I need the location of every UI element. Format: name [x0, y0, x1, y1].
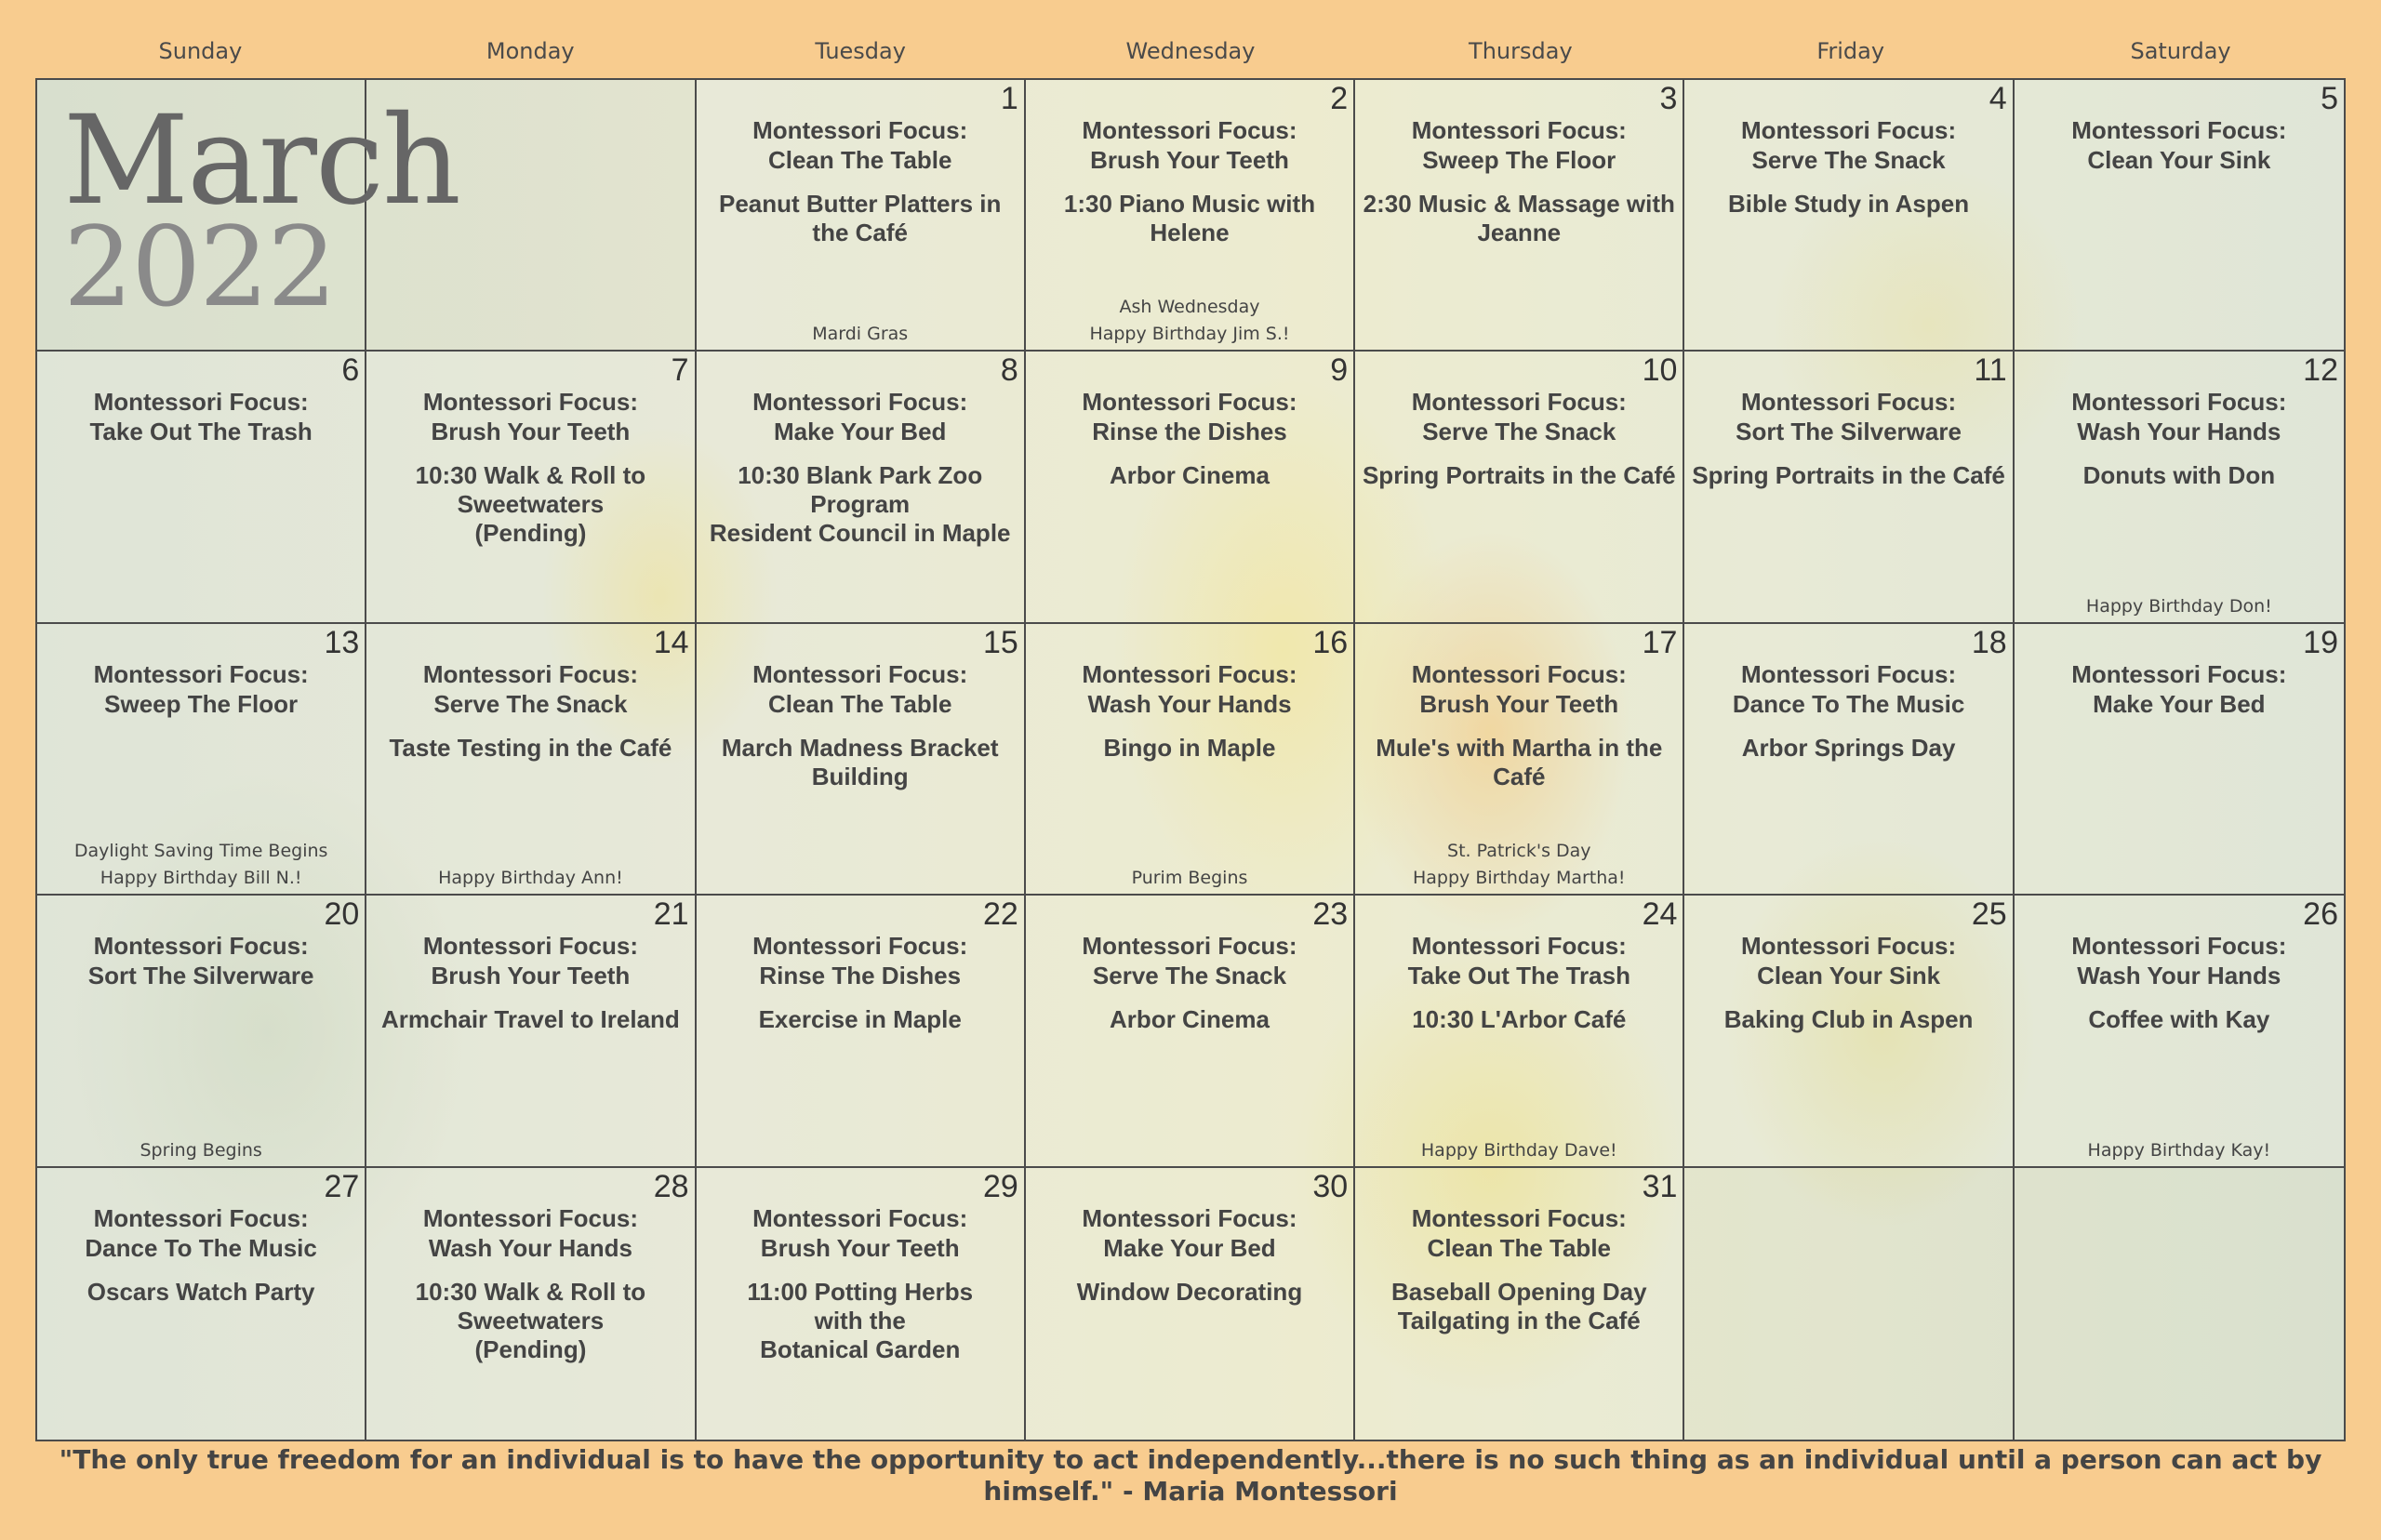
day-number: 9 [1330, 352, 1349, 389]
calendar-day-cell [2015, 896, 2344, 1167]
calendar-empty-cell [1684, 1168, 2014, 1440]
montessori-focus [1355, 1203, 1683, 1263]
activity-text: Coffee with Kay [2088, 1005, 2270, 1034]
montessori-focus [697, 387, 1024, 446]
day-notes [366, 865, 694, 892]
calendar-day-cell [1355, 1168, 1684, 1440]
focus-label: Montessori Focus: [1740, 659, 1957, 688]
focus-label: Montessori Focus: [1082, 932, 1297, 961]
focus-task: Make Your Bed [1103, 1233, 1276, 1262]
focus-task: Wash Your Hands [2077, 418, 2281, 446]
activity-text: Window Decorating [1076, 1277, 1303, 1306]
montessori-focus [1684, 659, 2012, 719]
activity-text: Peanut Butter Platters in the Café [719, 190, 1002, 246]
day-notes [2015, 1137, 2344, 1164]
calendar-day-cell [366, 624, 696, 896]
calendar-day-cell [697, 1168, 1026, 1440]
montessori-focus [37, 659, 365, 719]
calendar-day-cell [697, 352, 1026, 623]
day-number: 11 [1974, 352, 2007, 389]
focus-label: Montessori Focus: [1082, 1203, 1297, 1232]
day-note: Purim Begins [1131, 868, 1248, 889]
calendar-day-cell [366, 896, 696, 1167]
activity-text: Bible Study in Aspen [1728, 190, 1970, 218]
activity-text: Oscars Watch Party [86, 1277, 315, 1306]
focus-task: Clean The Table [1427, 1233, 1611, 1262]
activity-text: Baseball Opening Day Tailgating in the Café [1391, 1277, 1647, 1334]
day-number: 13 [324, 624, 360, 660]
calendar-day-cell [37, 1168, 366, 1440]
focus-label: Montessori Focus: [93, 388, 309, 417]
activity-text: Spring Portraits in the Café [1362, 461, 1676, 490]
montessori-focus [697, 659, 1024, 719]
day-number: 27 [324, 1168, 360, 1204]
day-number: 31 [1642, 1168, 1678, 1204]
weekday-sunday: Sunday [158, 38, 243, 64]
focus-label: Montessori Focus: [752, 388, 968, 417]
montessori-focus [1355, 115, 1683, 175]
focus-label: Montessori Focus: [2071, 116, 2287, 144]
day-note: Happy Birthday Kay! [2087, 1139, 2271, 1161]
focus-task: Brush Your Teeth [760, 1233, 960, 1262]
montessori-focus [2015, 115, 2344, 175]
month-title-block [37, 80, 698, 352]
day-notes [1355, 838, 1683, 892]
activity-text: 10:30 L'Arbor Café [1412, 1005, 1627, 1034]
day-notes [1355, 1137, 1683, 1164]
focus-task: Rinse The Dishes [759, 962, 962, 990]
montessori-focus [697, 931, 1024, 990]
calendar-day-cell [1026, 624, 1355, 896]
calendar-day-cell [2015, 624, 2344, 896]
day-number: 28 [653, 1168, 689, 1204]
day-notes [1026, 865, 1353, 892]
focus-task: Clean Your Sink [2087, 146, 2271, 174]
day-note: Happy Birthday Ann! [438, 868, 623, 889]
montessori-focus [1026, 931, 1353, 990]
focus-task: Take Out The Trash [89, 418, 313, 446]
focus-label: Montessori Focus: [93, 932, 309, 961]
focus-label: Montessori Focus: [422, 1203, 638, 1232]
focus-task: Serve The Snack [433, 689, 628, 718]
focus-task: Clean The Table [767, 146, 952, 174]
month-title: March [63, 89, 459, 232]
year-title: 2022 [63, 203, 336, 331]
calendar-day-cell [366, 1168, 696, 1440]
activity-text: Arbor Springs Day [1741, 733, 1956, 762]
activity-text: Arbor Cinema [1110, 1005, 1270, 1034]
focus-task: Sort The Silverware [1736, 418, 1962, 446]
montessori-focus [37, 387, 365, 446]
focus-task: Take Out The Trash [1407, 962, 1630, 990]
calendar-day-cell [37, 624, 366, 896]
day-number: 12 [2303, 352, 2338, 389]
focus-label: Montessori Focus: [93, 659, 309, 688]
focus-label: Montessori Focus: [752, 1203, 968, 1232]
day-note: Daylight Saving Time Begins [73, 841, 328, 862]
montessori-focus [1026, 659, 1353, 719]
focus-task: Wash Your Hands [428, 1233, 632, 1262]
activity-text: 2:30 Music & Massage with Jeanne [1363, 190, 1675, 246]
focus-label: Montessori Focus: [752, 116, 968, 144]
focus-label: Montessori Focus: [422, 932, 638, 961]
montessori-focus [366, 659, 694, 719]
calendar-day-cell [1355, 896, 1684, 1167]
focus-task: Brush Your Teeth [431, 418, 631, 446]
focus-label: Montessori Focus: [2071, 659, 2287, 688]
day-number: 6 [341, 352, 360, 389]
calendar-day-cell [366, 352, 696, 623]
day-number: 3 [1659, 81, 1678, 116]
montessori-focus [1684, 115, 2012, 175]
calendar-day-cell [1684, 624, 2014, 896]
montessori-focus [1026, 387, 1353, 446]
focus-task: Make Your Bed [773, 418, 947, 446]
day-number: 25 [1971, 896, 2007, 933]
focus-task: Wash Your Hands [1087, 689, 1292, 718]
day-note: Happy Birthday Don! [2085, 595, 2272, 617]
weekday-header-row [35, 33, 2346, 69]
day-number: 2 [1330, 81, 1349, 116]
focus-label: Montessori Focus: [422, 659, 638, 688]
focus-label: Montessori Focus: [1740, 932, 1957, 961]
focus-label: Montessori Focus: [1740, 116, 1957, 144]
calendar-day-cell [1026, 896, 1355, 1167]
day-number: 7 [671, 352, 689, 389]
day-note: Happy Birthday Dave! [1420, 1139, 1617, 1161]
day-number: 29 [983, 1168, 1018, 1204]
focus-task: Rinse the Dishes [1092, 418, 1287, 446]
day-number: 26 [2303, 896, 2338, 933]
day-note: Happy Birthday Jim S.! [1089, 324, 1290, 345]
montessori-focus [1355, 387, 1683, 446]
montessori-focus [37, 931, 365, 990]
day-note: Mardi Gras [812, 324, 909, 345]
calendar-day-cell [2015, 80, 2344, 352]
day-number: 5 [2321, 81, 2338, 116]
day-note: Happy Birthday Martha! [1413, 868, 1626, 889]
activity-text: Armchair Travel to Ireland [381, 1005, 680, 1034]
calendar-day-cell [37, 352, 366, 623]
focus-label: Montessori Focus: [93, 1203, 309, 1232]
activity-text: Taste Testing in the Café [389, 733, 672, 762]
focus-label: Montessori Focus: [1411, 932, 1627, 961]
weekday-wednesday: Wednesday [1125, 38, 1256, 64]
day-number: 15 [983, 624, 1018, 660]
focus-task: Sweep The Floor [104, 689, 299, 718]
montessori-focus [1355, 659, 1683, 719]
montessori-focus [697, 1203, 1024, 1263]
focus-label: Montessori Focus: [1411, 116, 1627, 144]
weekday-monday: Monday [486, 38, 575, 64]
activity-text: Exercise in Maple [758, 1005, 962, 1034]
day-number: 23 [1312, 896, 1349, 933]
calendar-day-cell [1026, 352, 1355, 623]
calendar-day-cell [1026, 1168, 1355, 1440]
day-notes [37, 838, 365, 892]
montessori-focus [1026, 1203, 1353, 1263]
calendar-day-cell [37, 896, 366, 1167]
day-note: Ash Wednesday [1119, 297, 1260, 318]
activity-text: 10:30 Blank Park Zoo Program Resident Council in Maple [709, 461, 1011, 548]
montessori-focus [697, 115, 1024, 175]
calendar-day-cell [697, 80, 1026, 352]
activity-text: Arbor Cinema [1110, 461, 1270, 490]
montessori-focus [1684, 387, 2012, 446]
calendar-day-cell [1355, 80, 1684, 352]
focus-task: Serve The Snack [1092, 962, 1287, 990]
calendar-day-cell [1355, 352, 1684, 623]
focus-task: Dance To The Music [1732, 689, 1965, 718]
focus-task: Brush Your Teeth [1419, 689, 1619, 718]
focus-label: Montessori Focus: [1411, 1203, 1627, 1232]
day-number: 10 [1642, 352, 1678, 389]
montessori-focus [1684, 931, 2012, 990]
calendar-day-cell [1684, 352, 2014, 623]
focus-task: Make Your Bed [2093, 689, 2266, 718]
montessori-focus [1355, 931, 1683, 990]
calendar-day-cell [1684, 896, 2014, 1167]
activity-text: Mule's with Martha in the Café [1376, 733, 1663, 790]
montessori-focus [2015, 931, 2344, 990]
day-number: 21 [653, 896, 689, 933]
activity-text: Donuts with Don [2082, 461, 2276, 490]
day-number: 19 [2303, 624, 2338, 660]
focus-label: Montessori Focus: [1411, 388, 1627, 417]
activity-text: 11:00 Potting Herbs with the Botanical Garden [747, 1277, 974, 1363]
calendar-day-cell [1026, 80, 1355, 352]
focus-task: Brush Your Teeth [431, 962, 631, 990]
calendar-day-cell [1355, 624, 1684, 896]
focus-label: Montessori Focus: [1411, 659, 1627, 688]
weekday-saturday: Saturday [2130, 38, 2231, 64]
activity-text: March Madness Bracket Building [721, 733, 999, 790]
focus-label: Montessori Focus: [1082, 116, 1297, 144]
day-note: Happy Birthday Bill N.! [100, 868, 302, 889]
focus-task: Wash Your Hands [2077, 962, 2281, 990]
weekday-thursday: Thursday [1469, 38, 1573, 64]
activity-text: 10:30 Walk & Roll to Sweetwaters (Pending) [415, 1277, 646, 1363]
focus-label: Montessori Focus: [1082, 659, 1297, 688]
montessori-focus [37, 1203, 365, 1263]
day-number: 18 [1971, 624, 2007, 660]
weekday-friday: Friday [1816, 38, 1885, 64]
activity-text: Baking Club in Aspen [1723, 1005, 1974, 1034]
montessori-focus [366, 1203, 694, 1263]
day-number: 30 [1312, 1168, 1349, 1204]
calendar-day-cell [697, 624, 1026, 896]
footer-quote: "The only true freedom for an individual is to have the opportunity to act independently...there is no such thing as an individual until a person can act by himself." - Maria Montessori [59, 1444, 2322, 1507]
focus-label: Montessori Focus: [2071, 388, 2287, 417]
day-number: 17 [1642, 624, 1678, 660]
focus-task: Dance To The Music [85, 1233, 317, 1262]
focus-task: Serve The Snack [1751, 146, 1946, 174]
focus-task: Serve The Snack [1422, 418, 1616, 446]
focus-label: Montessori Focus: [1740, 388, 1957, 417]
day-number: 24 [1642, 896, 1678, 933]
day-number: 22 [983, 896, 1018, 933]
calendar-day-cell [2015, 352, 2344, 623]
day-number: 4 [1989, 81, 2007, 116]
focus-label: Montessori Focus: [422, 388, 638, 417]
day-number: 1 [1000, 81, 1018, 116]
activity-text: Bingo in Maple [1103, 733, 1276, 762]
activity-text: 1:30 Piano Music with Helene [1063, 190, 1316, 246]
focus-label: Montessori Focus: [752, 932, 968, 961]
day-number: 16 [1312, 624, 1349, 660]
day-notes [37, 1137, 365, 1164]
activity-text: Spring Portraits in the Café [1692, 461, 2005, 490]
montessori-focus [1026, 115, 1353, 175]
calendar-day-cell [1684, 80, 2014, 352]
day-number: 8 [1000, 352, 1018, 389]
day-number: 20 [324, 896, 360, 933]
day-notes [2015, 593, 2344, 620]
calendar-day-cell [697, 896, 1026, 1167]
montessori-focus [366, 387, 694, 446]
activity-text: 10:30 Walk & Roll to Sweetwaters (Pending) [415, 461, 646, 548]
weekday-tuesday: Tuesday [815, 38, 906, 64]
focus-task: Sweep The Floor [1422, 146, 1616, 174]
focus-task: Clean Your Sink [1757, 962, 1941, 990]
calendar-grid [35, 78, 2346, 1441]
day-notes [1026, 294, 1353, 348]
day-note: St. Patrick's Day [1447, 841, 1591, 862]
focus-label: Montessori Focus: [752, 659, 968, 688]
day-notes [697, 321, 1024, 348]
calendar-empty-cell [2015, 1168, 2344, 1440]
montessori-focus [2015, 659, 2344, 719]
focus-label: Montessori Focus: [2071, 932, 2287, 961]
focus-task: Brush Your Teeth [1090, 146, 1289, 174]
day-number: 14 [653, 624, 689, 660]
focus-task: Clean The Table [767, 689, 952, 718]
focus-label: Montessori Focus: [1082, 388, 1297, 417]
focus-task: Sort The Silverware [87, 962, 314, 990]
montessori-focus [2015, 387, 2344, 446]
day-note: Spring Begins [140, 1139, 262, 1161]
montessori-focus [366, 931, 694, 990]
